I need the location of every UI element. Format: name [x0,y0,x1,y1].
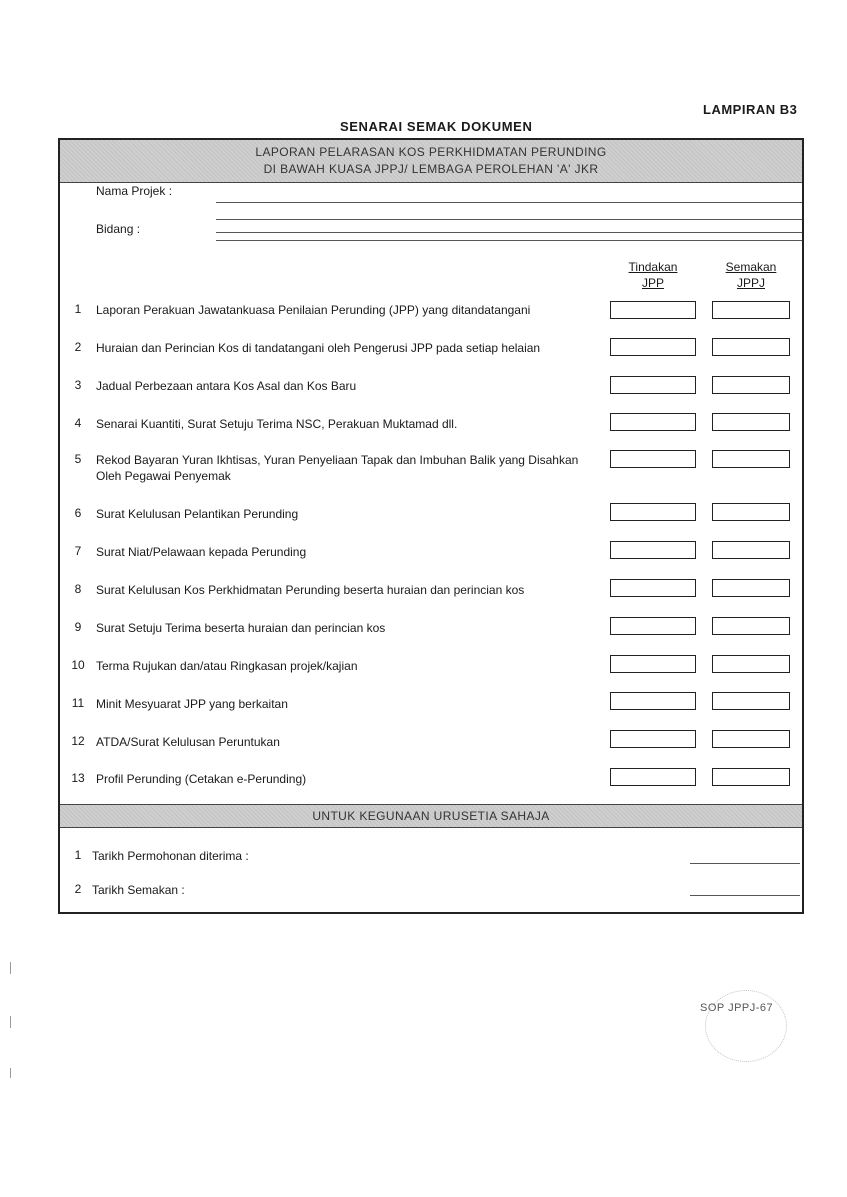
row-number: 7 [74,544,82,558]
nama-projek-line-2 [216,219,802,220]
semakan-jppj-checkbox[interactable] [712,301,790,319]
row-text: Laporan Perakuan Jawatankuasa Penilaian Perunding (JPP) yang ditandatangani [96,303,531,317]
tindakan-jpp-checkbox[interactable] [610,617,696,635]
header-band [60,140,802,183]
tindakan-jpp-checkbox[interactable] [610,655,696,673]
row-number: 3 [74,378,82,392]
row-number: 5 [74,452,82,466]
row-number: 4 [74,416,82,430]
semakan-jppj-checkbox[interactable] [712,413,790,431]
row-number: 13 [71,771,85,785]
row-text: Rekod Bayaran Yuran Ikhtisas, Yuran Penyeliaan Tapak dan Imbuhan Balik yang Disahkan Oleh Pegawai Penyemak [96,453,579,483]
nama-projek-label: Nama Projek : [96,184,173,198]
semakan-jppj-checkbox[interactable] [712,450,790,468]
row-number: 1 [74,302,82,316]
band-title-line2: DI BAWAH KUASA JPPJ/ LEMBAGA PEROLEHAN 'A' JKR [263,162,599,176]
tindakan-jpp-checkbox[interactable] [610,376,696,394]
margin-mark [10,1016,11,1028]
document-title: SENARAI SEMAK DOKUMEN [340,119,533,134]
tarikh-permohonan-line[interactable] [690,863,800,864]
tindakan-jpp-checkbox[interactable] [610,413,696,431]
tindakan-label: Tindakan [628,260,678,274]
row-text: Terma Rujukan dan/atau Ringkasan projek/kajian [96,659,358,673]
urusetia-band-title: UNTUK KEGUNAAN URUSETIA SAHAJA [312,809,550,823]
row-text: Surat Kelulusan Pelantikan Perunding [96,507,299,521]
column-header-tindakan [610,259,696,291]
row-number: 8 [74,582,82,596]
row-number: 2 [74,882,82,896]
semakan-jppj-checkbox[interactable] [712,655,790,673]
jppj-label: JPPJ [736,276,765,290]
checklist-form [58,138,804,914]
row-text: ATDA/Surat Kelulusan Peruntukan [96,735,280,749]
tindakan-jpp-checkbox[interactable] [610,503,696,521]
row-number: 12 [71,734,85,748]
semakan-jppj-checkbox[interactable] [712,768,790,786]
row-number: 10 [71,658,85,672]
margin-mark [10,1068,11,1078]
tindakan-jpp-checkbox[interactable] [610,692,696,710]
bidang-line-2 [216,240,802,241]
row-text: Huraian dan Perincian Kos di tandatangani oleh Pengerusi JPP pada setiap helaian [96,341,541,355]
margin-mark [10,962,11,974]
nama-projek-line-1 [216,202,802,203]
semakan-jppj-checkbox[interactable] [712,338,790,356]
official-seal [705,990,787,1062]
bidang-line-1 [216,232,802,233]
semakan-jppj-checkbox[interactable] [712,730,790,748]
row-number: 9 [74,620,82,634]
tindakan-jpp-checkbox[interactable] [610,301,696,319]
column-header-semakan [712,259,790,291]
row-text: Profil Perunding (Cetakan e-Perunding) [96,772,307,786]
tindakan-jpp-checkbox[interactable] [610,450,696,468]
urusetia-band [60,804,802,828]
row-text: Surat Setuju Terima beserta huraian dan perincian kos [96,621,386,635]
tindakan-jpp-checkbox[interactable] [610,768,696,786]
row-text: Jadual Perbezaan antara Kos Asal dan Kos Baru [96,379,357,393]
row-number: 6 [74,506,82,520]
tindakan-jpp-checkbox[interactable] [610,730,696,748]
row-number: 1 [74,848,82,862]
row-text: Surat Niat/Pelawaan kepada Perunding [96,545,307,559]
row-text: Tarikh Semakan : [92,883,185,897]
semakan-jppj-checkbox[interactable] [712,692,790,710]
row-text: Senarai Kuantiti, Surat Setuju Terima NSC, Perakuan Muktamad dll. [96,417,458,431]
row-text: Tarikh Permohonan diterima : [92,849,249,863]
semakan-jppj-checkbox[interactable] [712,617,790,635]
row-number: 2 [74,340,82,354]
jpp-label: JPP [641,276,664,290]
semakan-jppj-checkbox[interactable] [712,541,790,559]
tindakan-jpp-checkbox[interactable] [610,338,696,356]
tarikh-semakan-line[interactable] [690,895,800,896]
semakan-jppj-checkbox[interactable] [712,503,790,521]
bidang-label: Bidang : [96,222,141,236]
lampiran-label: LAMPIRAN B3 [703,102,798,117]
tindakan-jpp-checkbox[interactable] [610,579,696,597]
tindakan-jpp-checkbox[interactable] [610,541,696,559]
row-number: 11 [71,696,85,710]
semakan-label: Semakan [725,260,777,274]
row-text: Surat Kelulusan Kos Perkhidmatan Perunding beserta huraian dan perincian kos [96,583,525,597]
semakan-jppj-checkbox[interactable] [712,579,790,597]
semakan-jppj-checkbox[interactable] [712,376,790,394]
sop-stamp-code: SOP JPPJ-67 [700,1002,774,1014]
row-text: Minit Mesyuarat JPP yang berkaitan [96,697,288,711]
band-title-line1: LAPORAN PELARASAN KOS PERKHIDMATAN PERUNDING [255,145,607,159]
